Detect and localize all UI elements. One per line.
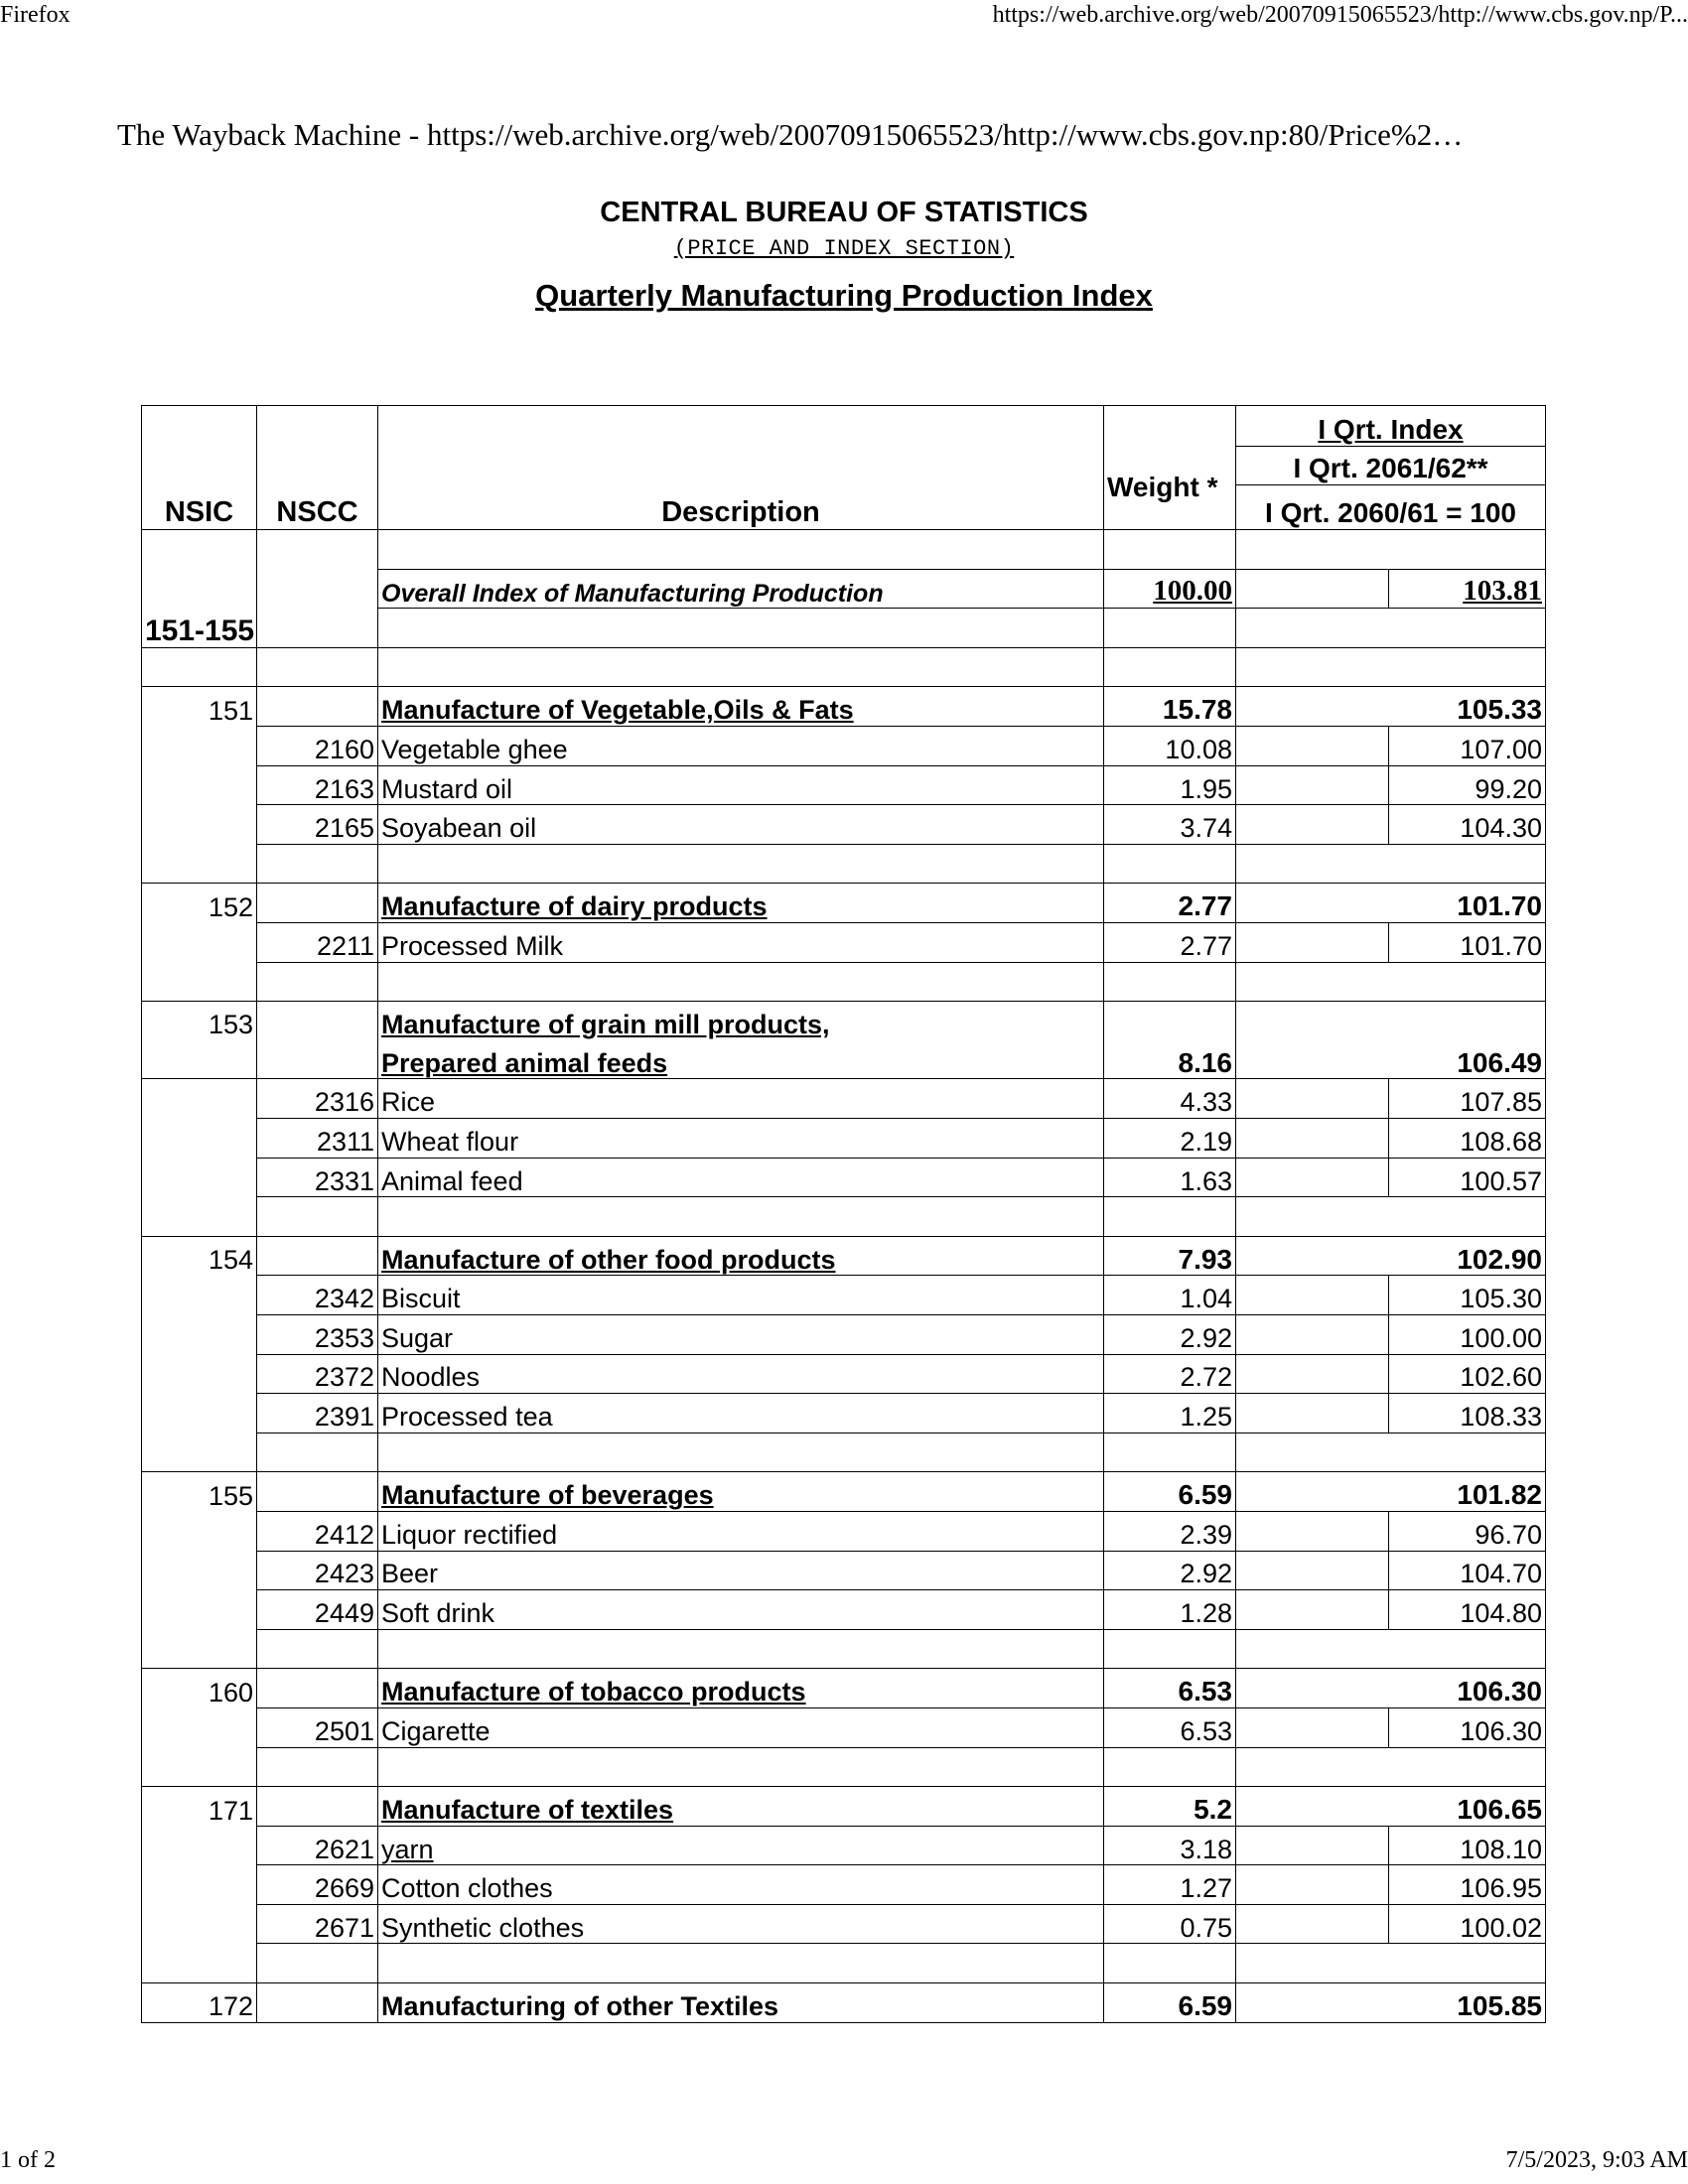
blank-cell (1104, 1002, 1236, 1040)
group-index: 106.30 (1236, 1669, 1546, 1708)
overall-weight-text: 100.00 (1153, 575, 1232, 608)
item-row (142, 1551, 1546, 1590)
blank-cell (1236, 1119, 1389, 1159)
group-row (142, 1669, 1546, 1708)
item-row (142, 1119, 1546, 1159)
item-index: 104.30 (1389, 805, 1546, 845)
blank-cell (1104, 1197, 1236, 1237)
group-title (378, 1472, 1104, 1512)
blank-cell (378, 609, 1104, 648)
blank-cell (142, 1276, 257, 1472)
header-row (142, 446, 1546, 485)
index-group-header: I Qrt. Index (1236, 406, 1546, 447)
spacer-row (142, 1629, 1546, 1669)
item-weight: 2.19 (1104, 1119, 1236, 1159)
group-row (142, 1983, 1546, 2023)
blank-cell (1236, 727, 1389, 766)
blank-cell (1236, 962, 1546, 1002)
blank-cell (257, 687, 378, 727)
blank-cell (1236, 923, 1389, 963)
blank-cell (378, 1433, 1104, 1472)
item-nscc: 2342 (257, 1276, 378, 1315)
group-row (142, 1236, 1546, 1276)
blank-cell (257, 1669, 378, 1708)
header-row (142, 406, 1546, 447)
item-index: 102.60 (1389, 1354, 1546, 1394)
group-title (378, 1236, 1104, 1276)
item-weight: 1.95 (1104, 765, 1236, 805)
blank-cell (1236, 1826, 1389, 1865)
item-nscc: 2316 (257, 1079, 378, 1119)
item-weight: 2.77 (1104, 923, 1236, 963)
item-index: 106.30 (1389, 1707, 1546, 1747)
item-row (142, 1394, 1546, 1433)
item-index: 108.33 (1389, 1394, 1546, 1433)
blank-cell (1104, 1747, 1236, 1787)
blank-cell (1236, 1158, 1389, 1197)
group-weight: 15.78 (1104, 687, 1236, 727)
blank-cell (378, 844, 1104, 884)
blank-cell (1236, 765, 1389, 805)
blank-cell (1236, 1904, 1389, 1944)
blank-cell (1236, 1590, 1389, 1630)
blank-cell (257, 884, 378, 923)
blank-cell (1236, 1197, 1546, 1237)
item-nscc: 2211 (257, 923, 378, 963)
base-header: I Qrt. 2060/61 = 100 (1236, 485, 1546, 530)
item-description: Beer (378, 1551, 1104, 1590)
group-row (142, 1002, 1546, 1040)
item-index: 105.30 (1389, 1276, 1546, 1315)
item-nscc: 2671 (257, 1904, 378, 1944)
item-weight: 2.39 (1104, 1511, 1236, 1551)
item-row (142, 1079, 1546, 1119)
group-title-text: Manufacture of grain mill products, (381, 1010, 830, 1040)
index-table (141, 405, 1546, 2023)
item-weight: 2.92 (1104, 1551, 1236, 1590)
item-nscc: 2331 (257, 1158, 378, 1197)
blank-cell (1104, 1433, 1236, 1472)
item-nscc: 2160 (257, 727, 378, 766)
item-index: 101.70 (1389, 923, 1546, 963)
group-title-text: Manufacture of dairy products (381, 891, 768, 922)
blank-cell (1104, 962, 1236, 1002)
group-index: 105.33 (1236, 687, 1546, 727)
group-title-text: Manufacture of Vegetable,Oils & Fats (381, 695, 854, 726)
blank-cell (378, 1629, 1104, 1669)
blank-cell (142, 1826, 257, 1982)
group-title-text: Prepared animal feeds (381, 1047, 668, 1078)
item-nscc: 2165 (257, 805, 378, 845)
page-title: Quarterly Manufacturing Production Index (535, 278, 1153, 313)
blank-cell (1104, 844, 1236, 884)
item-weight: 2.92 (1104, 1314, 1236, 1354)
item-row (142, 1904, 1546, 1944)
group-nsic: 155 (142, 1472, 257, 1512)
group-nsic: 171 (142, 1787, 257, 1827)
blank-cell (1236, 1394, 1389, 1433)
item-row (142, 1826, 1546, 1865)
item-description: Liquor rectified (378, 1511, 1104, 1551)
blank-cell (142, 1511, 257, 1668)
blank-cell (1236, 1079, 1389, 1119)
item-index: 106.95 (1389, 1865, 1546, 1905)
item-description: Noodles (378, 1354, 1104, 1394)
item-nscc: 2163 (257, 765, 378, 805)
spacer-row (142, 1944, 1546, 1983)
blank-cell (257, 647, 378, 687)
period-header: I Qrt. 2061/62** (1236, 446, 1546, 485)
blank-cell (257, 1747, 378, 1787)
group-row (142, 1472, 1546, 1512)
group-title-text: Manufacture of tobacco products (381, 1677, 806, 1707)
group-row (142, 1040, 1546, 1079)
group-nsic: 154 (142, 1236, 257, 1276)
blank-cell (142, 1707, 257, 1786)
item-row (142, 1865, 1546, 1905)
overall-weight (1104, 569, 1236, 609)
item-row (142, 765, 1546, 805)
item-row (142, 1354, 1546, 1394)
item-weight: 4.33 (1104, 1079, 1236, 1119)
blank-cell (257, 1983, 378, 2023)
item-row (142, 727, 1546, 766)
group-title (378, 1002, 1104, 1040)
weight-header: Weight * (1104, 446, 1236, 530)
blank-cell (1236, 1747, 1546, 1787)
item-description: Cotton clothes (378, 1865, 1104, 1905)
blank-cell (1236, 1511, 1389, 1551)
item-nscc: 2372 (257, 1354, 378, 1394)
item-description: Wheat flour (378, 1119, 1104, 1159)
blank-cell (1236, 805, 1389, 845)
item-weight: 3.18 (1104, 1826, 1236, 1865)
blank-cell (1236, 609, 1546, 648)
item-nscc: 2501 (257, 1707, 378, 1747)
item-description: Rice (378, 1079, 1104, 1119)
blank-cell (1236, 1276, 1389, 1315)
spacer-row (142, 962, 1546, 1002)
overall-row (142, 530, 1546, 570)
group-title (378, 1787, 1104, 1827)
blank-cell (378, 647, 1104, 687)
blank-cell (1104, 647, 1236, 687)
group-weight: 2.77 (1104, 884, 1236, 923)
item-nscc: 2449 (257, 1590, 378, 1630)
print-timestamp: 7/5/2023, 9:03 AM (1505, 2147, 1688, 2173)
group-index: 101.70 (1236, 884, 1546, 923)
group-row (142, 687, 1546, 727)
group-weight: 6.59 (1104, 1983, 1236, 2023)
item-index: 100.02 (1389, 1904, 1546, 1944)
item-description: Processed Milk (378, 923, 1104, 963)
item-index: 104.80 (1389, 1590, 1546, 1630)
item-nscc: 2669 (257, 1865, 378, 1905)
group-row (142, 1787, 1546, 1827)
group-index: 105.85 (1236, 1983, 1546, 2023)
blank-cell (1236, 1865, 1389, 1905)
blank-cell (142, 647, 257, 687)
group-weight: 7.93 (1104, 1236, 1236, 1276)
item-row (142, 923, 1546, 963)
item-description: Sugar (378, 1314, 1104, 1354)
group-nsic: 160 (142, 1669, 257, 1708)
blank-cell (257, 1236, 378, 1276)
blank-cell (1236, 530, 1546, 570)
item-weight: 1.25 (1104, 1394, 1236, 1433)
group-title (378, 1040, 1104, 1079)
blank-cell (1236, 1629, 1546, 1669)
blank-cell (378, 530, 1104, 570)
item-description: Synthetic clothes (378, 1904, 1104, 1944)
group-weight: 8.16 (1104, 1040, 1236, 1079)
blank-cell (1104, 1629, 1236, 1669)
group-nsic: 151 (142, 687, 257, 727)
blank-cell (257, 1787, 378, 1827)
item-nscc: 2353 (257, 1314, 378, 1354)
group-title-text: Manufacture of other food products (381, 1244, 836, 1275)
group-index: 101.82 (1236, 1472, 1546, 1512)
group-index: 106.49 (1236, 1040, 1546, 1079)
group-title: Manufacturing of other Textiles (378, 1983, 1104, 2023)
item-nscc: 2423 (257, 1551, 378, 1590)
item-weight: 10.08 (1104, 727, 1236, 766)
item-index: 108.68 (1389, 1119, 1546, 1159)
item-row (142, 1511, 1546, 1551)
item-weight: 0.75 (1104, 1904, 1236, 1944)
item-row (142, 1158, 1546, 1197)
blank-cell (378, 1747, 1104, 1787)
group-title (378, 1669, 1104, 1708)
blank-cell (257, 1629, 378, 1669)
item-weight: 1.28 (1104, 1590, 1236, 1630)
blank-cell (1104, 1944, 1236, 1983)
blank-cell (142, 1040, 257, 1079)
nsic-header: NSIC (142, 446, 257, 530)
table-body (142, 406, 1546, 2023)
group-title-text: Manufacture of beverages (381, 1480, 714, 1511)
blank-cell (257, 1433, 378, 1472)
item-index: 100.57 (1389, 1158, 1546, 1197)
blank-cell (1104, 530, 1236, 570)
item-nscc: 2391 (257, 1394, 378, 1433)
browser-name: Firefox (0, 2, 70, 28)
item-description: Processed tea (378, 1394, 1104, 1433)
group-weight: 6.53 (1104, 1669, 1236, 1708)
item-weight: 6.53 (1104, 1707, 1236, 1747)
blank-cell (142, 923, 257, 1002)
page-number: 1 of 2 (0, 2147, 56, 2173)
blank-cell (257, 1040, 378, 1079)
blank-cell (1236, 1002, 1546, 1040)
item-index: 107.85 (1389, 1079, 1546, 1119)
item-description-text: yarn (381, 1834, 434, 1864)
blank-cell (257, 1002, 378, 1040)
item-description: Soft drink (378, 1590, 1104, 1630)
group-row (142, 884, 1546, 923)
blank-cell (1236, 844, 1546, 884)
wayback-title: The Wayback Machine - https://web.archive.org/web/20070915065523/http://www.cbs.gov.np:80/Price%2… (117, 117, 1464, 152)
blank-cell (1236, 1354, 1389, 1394)
org-name: CENTRAL BUREAU OF STATISTICS (600, 197, 1088, 228)
item-description (378, 1826, 1104, 1865)
blank-cell (1236, 1433, 1546, 1472)
item-row (142, 1590, 1546, 1630)
blank-cell (378, 1197, 1104, 1237)
item-row (142, 1276, 1546, 1315)
blank-cell (142, 1079, 257, 1236)
section-name: (PRICE AND INDEX SECTION) (673, 236, 1015, 261)
blank-cell (1236, 1944, 1546, 1983)
item-weight: 1.27 (1104, 1865, 1236, 1905)
item-description: Vegetable ghee (378, 727, 1104, 766)
group-title (378, 884, 1104, 923)
blank-cell (257, 1944, 378, 1983)
blank-cell (378, 962, 1104, 1002)
blank-cell (378, 1944, 1104, 1983)
spacer-row (142, 1433, 1546, 1472)
description-header: Description (378, 446, 1104, 530)
item-nscc: 2412 (257, 1511, 378, 1551)
group-index: 102.90 (1236, 1236, 1546, 1276)
group-title (378, 687, 1104, 727)
item-index: 108.10 (1389, 1826, 1546, 1865)
group-weight: 5.2 (1104, 1787, 1236, 1827)
item-weight: 2.72 (1104, 1354, 1236, 1394)
blank-cell (1236, 647, 1546, 687)
overall-index (1389, 569, 1546, 609)
overall-code: 151-155 (142, 530, 257, 648)
item-weight: 1.04 (1104, 1276, 1236, 1315)
group-nsic: 172 (142, 1983, 257, 2023)
spacer-row (142, 1197, 1546, 1237)
spacer-row (142, 647, 1546, 687)
blank-cell (257, 1197, 378, 1237)
blank-cell (1236, 569, 1389, 609)
item-index: 100.00 (1389, 1314, 1546, 1354)
item-description: Mustard oil (378, 765, 1104, 805)
item-weight: 3.74 (1104, 805, 1236, 845)
item-description: Cigarette (378, 1707, 1104, 1747)
blank-cell (257, 844, 378, 884)
group-index: 106.65 (1236, 1787, 1546, 1827)
blank-cell (1104, 609, 1236, 648)
overall-description: Overall Index of Manufacturing Production (378, 569, 1104, 609)
spacer-row (142, 844, 1546, 884)
item-index: 99.20 (1389, 765, 1546, 805)
group-nsic: 152 (142, 884, 257, 923)
group-weight: 6.59 (1104, 1472, 1236, 1512)
group-title-text: Manufacture of textiles (381, 1795, 674, 1825)
blank-cell (1236, 1551, 1389, 1590)
spacer-row (142, 1747, 1546, 1787)
blank-cell (1236, 1707, 1389, 1747)
blank-cell (1236, 1314, 1389, 1354)
item-weight: 1.63 (1104, 1158, 1236, 1197)
blank-cell (257, 530, 378, 648)
item-index: 104.70 (1389, 1551, 1546, 1590)
item-description: Biscuit (378, 1276, 1104, 1315)
item-nscc: 2311 (257, 1119, 378, 1159)
item-row (142, 805, 1546, 845)
item-nscc: 2621 (257, 1826, 378, 1865)
item-index: 96.70 (1389, 1511, 1546, 1551)
group-nsic: 153 (142, 1002, 257, 1040)
item-description: Animal feed (378, 1158, 1104, 1197)
item-description: Soyabean oil (378, 805, 1104, 845)
blank-cell (142, 727, 257, 884)
item-index: 107.00 (1389, 727, 1546, 766)
nscc-header: NSCC (257, 446, 378, 530)
item-row (142, 1314, 1546, 1354)
page-url: https://web.archive.org/web/20070915065523/http://www.cbs.gov.np/P... (992, 2, 1688, 28)
blank-cell (257, 962, 378, 1002)
item-row (142, 1707, 1546, 1747)
overall-index-text: 103.81 (1463, 575, 1542, 608)
blank-cell (257, 1472, 378, 1512)
